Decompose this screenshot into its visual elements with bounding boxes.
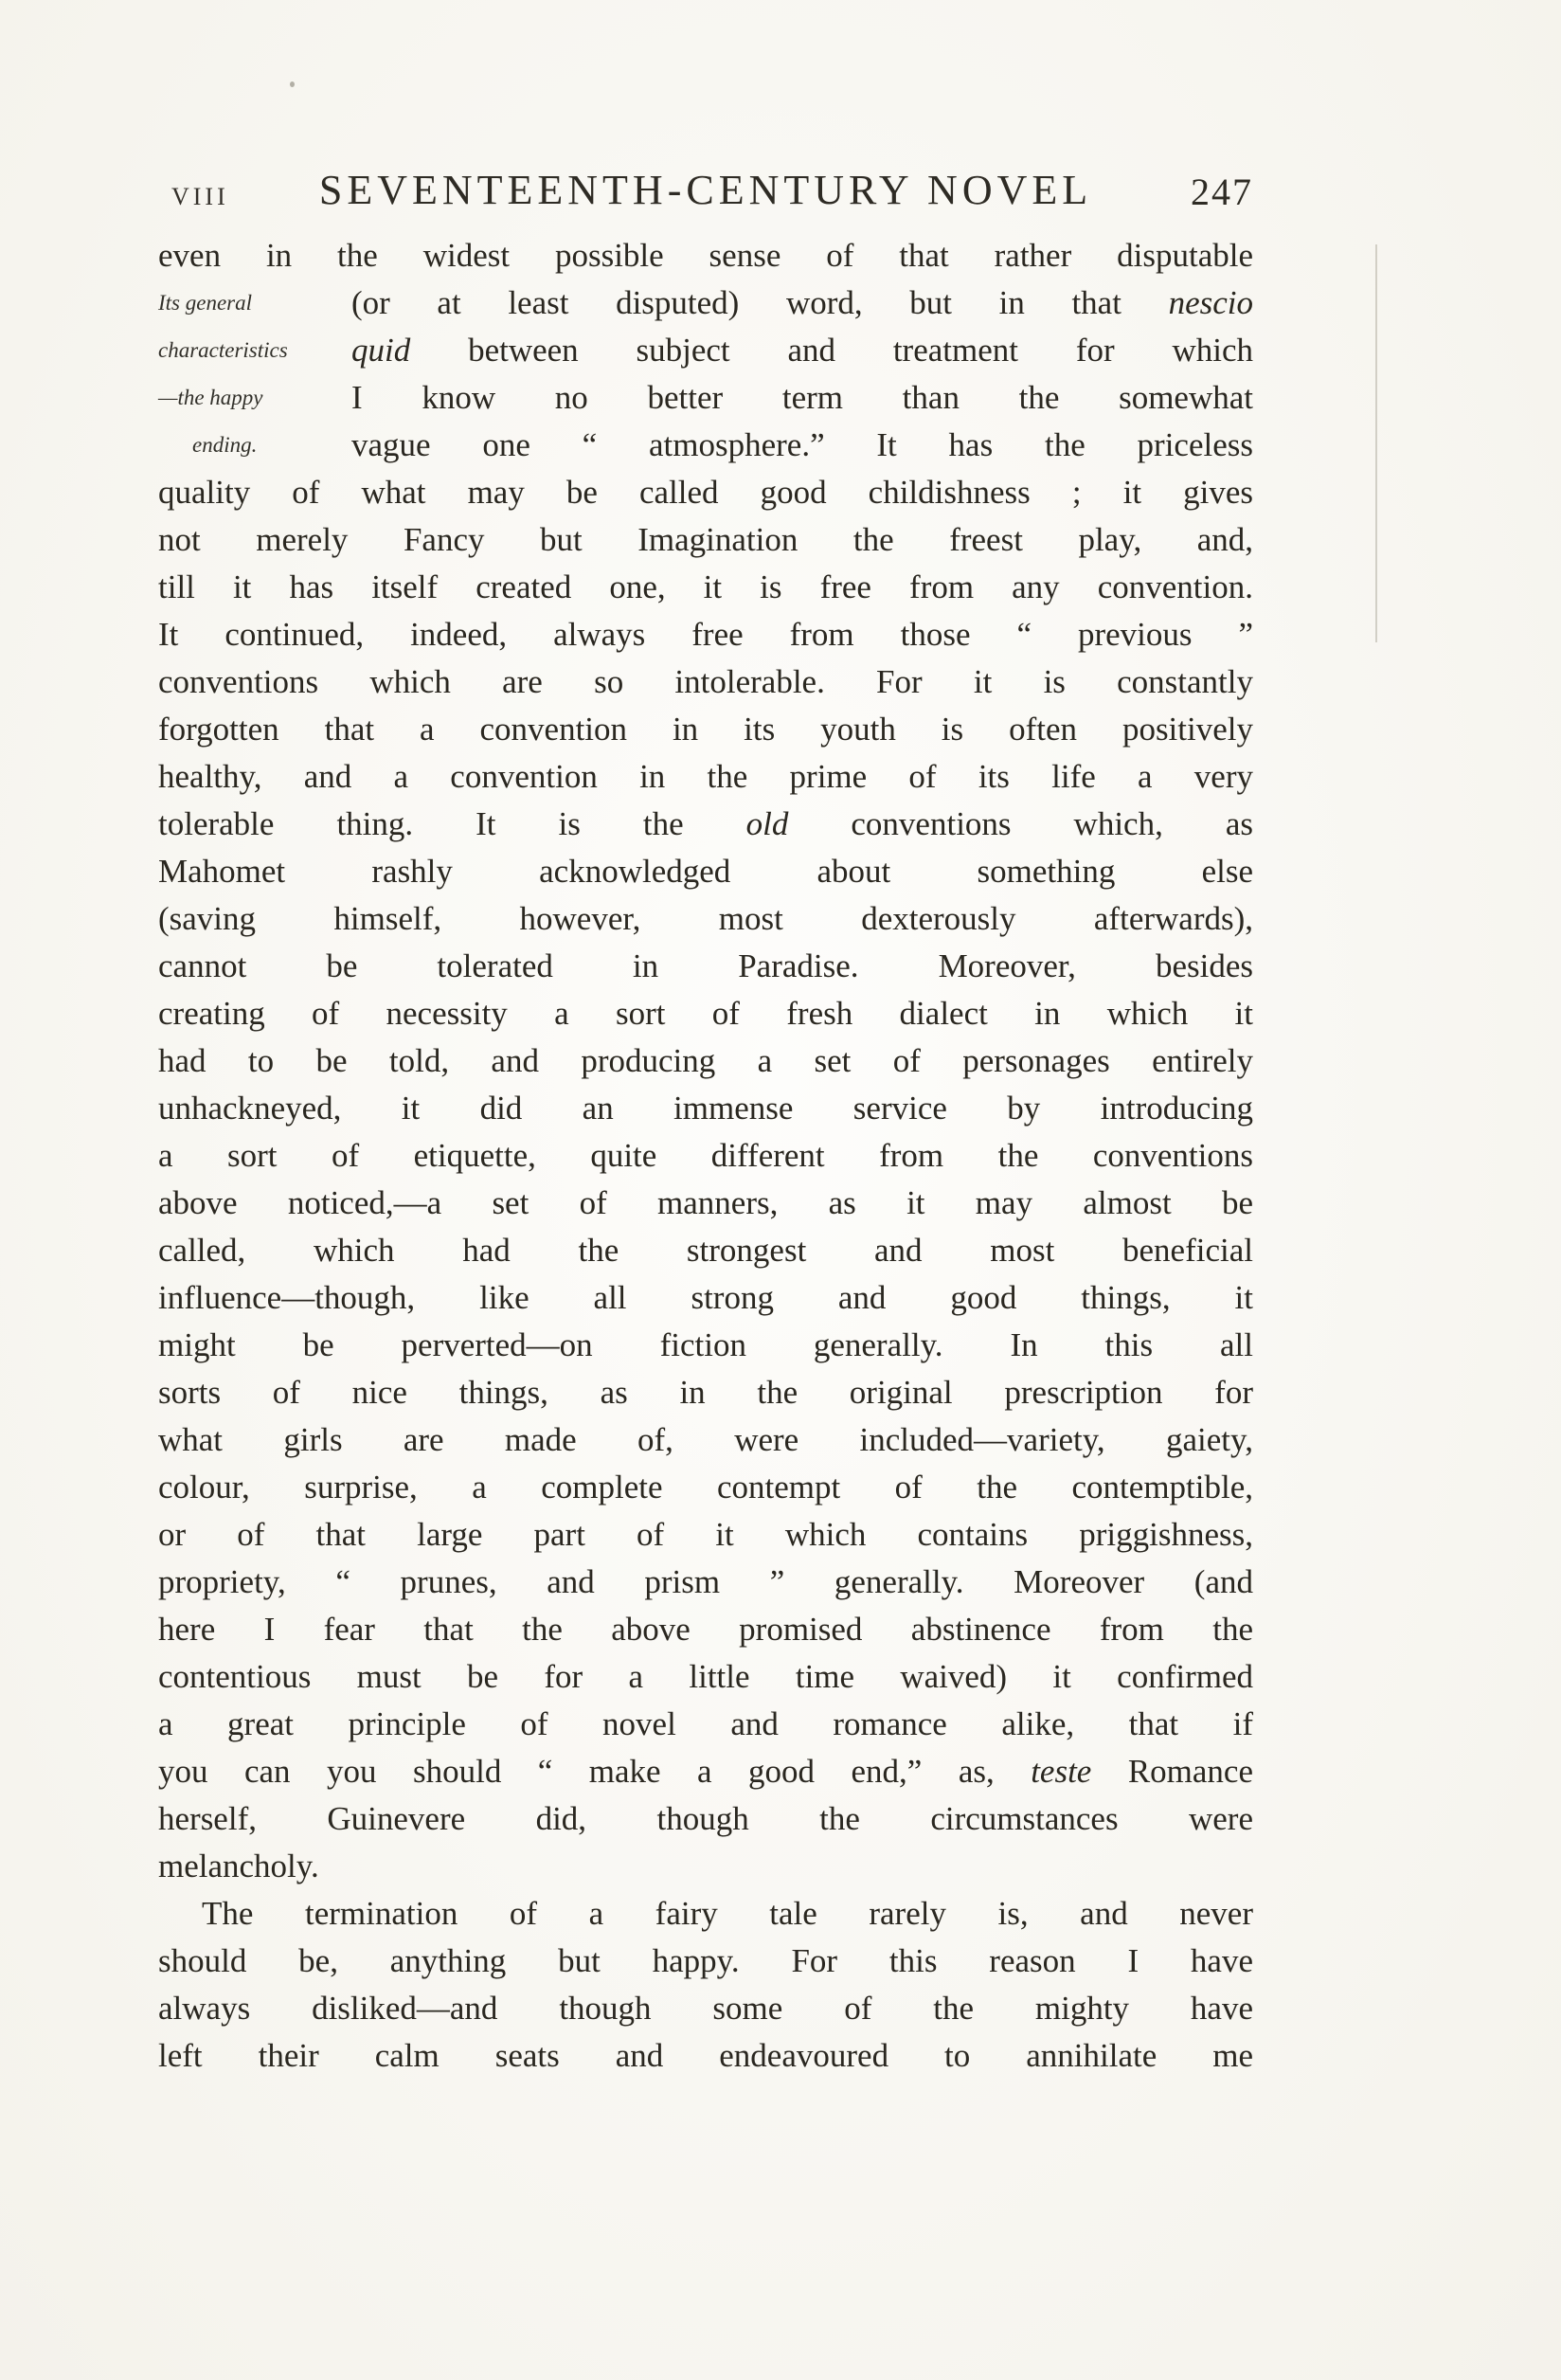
text-line: or of that large part of it which contains priggishness,: [158, 1516, 1253, 1553]
text-line: propriety, “ prunes, and prism ” generally. Moreover (and: [158, 1563, 1253, 1600]
text-line: sorts of nice things, as in the original prescription for: [158, 1374, 1253, 1411]
text-line: should be, anything but happy. For this reason I have: [158, 1942, 1253, 1979]
text-line: colour, surprise, a complete contempt of the contemptible,: [158, 1469, 1253, 1506]
text-line: not merely Fancy but Imagination the freest play, and,: [158, 521, 1253, 558]
text-line: had to be told, and producing a set of personages entirely: [158, 1042, 1253, 1079]
text-line: might be perverted—on fiction generally. In this all: [158, 1326, 1253, 1363]
paragraph-1: [158, 232, 1253, 1890]
running-head: [158, 166, 1253, 219]
text-line: even in the widest possible sense of that rather disputable: [158, 237, 1253, 274]
text-line: (saving himself, however, most dexterously afterwards),: [158, 900, 1253, 937]
text-line: healthy, and a convention in the prime of its life a very: [158, 758, 1253, 795]
text-line: a great principle of novel and romance alike, that if: [158, 1705, 1253, 1742]
scan-artifact-line: [1375, 244, 1377, 642]
sidenote-row: [158, 422, 1253, 469]
sidenote-text: —the happy: [158, 386, 263, 409]
page-number: 247: [1191, 171, 1253, 213]
text-line: vague one “ atmosphere.” It has the priceless: [351, 426, 1253, 463]
text-line: creating of necessity a sort of fresh dialect in which it: [158, 995, 1253, 1032]
text-line: called, which had the strongest and most beneficial: [158, 1232, 1253, 1269]
text-line: left their calm seats and endeavoured to annihilate me: [158, 2037, 1253, 2074]
text-line: (or at least disputed) word, but in that nescio: [351, 284, 1253, 321]
text-block: [158, 166, 1253, 2080]
text-line: above noticed,—a set of manners, as it may almost be: [158, 1184, 1253, 1221]
text-line: quid between subject and treatment for which: [351, 332, 1253, 369]
text-line: always disliked—and though some of the mighty have: [158, 1990, 1253, 2027]
running-title: SEVENTEENTH-CENTURY NOVEL: [318, 167, 1093, 213]
text-line: unhackneyed, it did an immense service by introducing: [158, 1090, 1253, 1127]
text-line: what girls are made of, were included—variety, gaiety,: [158, 1421, 1253, 1458]
paragraph-2: [158, 1890, 1253, 2080]
text-line: here I fear that the above promised abstinence from the: [158, 1611, 1253, 1648]
text-line: conventions which are so intolerable. For it is constantly: [158, 663, 1253, 700]
text-line: you can you should “ make a good end,” as, teste Romance: [158, 1753, 1253, 1790]
text-line: melancholy.: [158, 1848, 319, 1884]
text-line: quality of what may be called good childishness ; it gives: [158, 474, 1253, 511]
sidenote-row: [158, 327, 1253, 374]
text-line: a sort of etiquette, quite different from the conventions: [158, 1137, 1253, 1174]
text-line: It continued, indeed, always free from those “ previous ”: [158, 616, 1253, 653]
text-line: I know no better term than the somewhat: [351, 379, 1253, 416]
text-line: cannot be tolerated in Paradise. Moreover, besides: [158, 947, 1253, 984]
text-line: herself, Guinevere did, though the circumstances were: [158, 1800, 1253, 1837]
scan-artifact-speck: [290, 81, 295, 87]
text-line: tolerable thing. It is the old conventions which, as: [158, 805, 1253, 842]
sidenote-row: [158, 279, 1253, 327]
text-line: Mahomet rashly acknowledged about something else: [158, 853, 1253, 890]
chapter-number: VIII: [171, 183, 229, 210]
sidenote-text: ending.: [192, 433, 258, 457]
text-line: The termination of a fairy tale rarely is, and never: [202, 1895, 1253, 1932]
text-line: forgotten that a convention in its youth is often positively: [158, 711, 1253, 748]
sidenote-row: [158, 374, 1253, 422]
text-line: till it has itself created one, it is free from any convention.: [158, 568, 1253, 605]
sidenote-text: characteristics: [158, 338, 288, 362]
sidenote-text: Its general: [158, 291, 253, 315]
text-line: contentious must be for a little time waived) it confirmed: [158, 1658, 1253, 1695]
text-line: influence—though, like all strong and good things, it: [158, 1279, 1253, 1316]
